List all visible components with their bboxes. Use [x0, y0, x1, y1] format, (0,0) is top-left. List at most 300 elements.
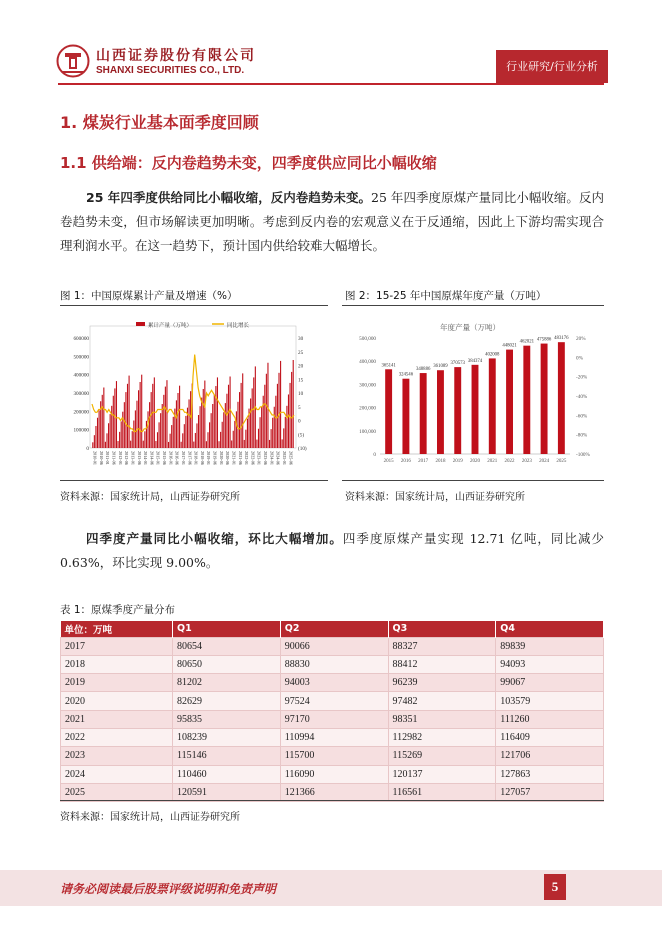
table-cell-year: 2020	[61, 692, 173, 710]
chart1-bar	[286, 406, 287, 448]
chart1-bar	[212, 404, 213, 448]
table-header-q1: Q1	[173, 621, 281, 637]
table-header-q4: Q4	[496, 621, 604, 637]
chart1-bar	[95, 426, 96, 448]
chart1-x-tick: 2016-01	[168, 451, 174, 465]
chart2-bar	[420, 373, 427, 454]
chart2-bar	[454, 367, 461, 454]
chart1-bar	[168, 442, 169, 448]
chart1-bar	[157, 432, 158, 448]
table-cell-value: 108239	[173, 728, 281, 746]
chart1-right-tick: 15	[298, 377, 304, 384]
table-cell-value: 112982	[388, 728, 496, 746]
table-row	[61, 710, 604, 728]
chart2-right-tick: -20%	[576, 374, 588, 381]
table-source: 资料来源：国家统计局，山西证券研究所	[60, 812, 240, 823]
table-cell-value: 97524	[280, 692, 388, 710]
chart1-bar	[203, 389, 204, 448]
chart1-bar	[103, 388, 104, 449]
table-cell-value: 120137	[388, 765, 496, 783]
chart1-bar	[217, 377, 218, 448]
chart1-bar	[193, 442, 194, 448]
chart1-bar	[143, 441, 144, 448]
chart1-x-tick: 2020-01	[218, 451, 224, 465]
table-cell-value: 120591	[173, 783, 281, 801]
chart1-bar	[239, 392, 240, 448]
chart2-right-tick: -40%	[576, 394, 588, 400]
chart1-x-tick: 2013-06	[136, 451, 142, 465]
chart1-left-tick: 500000	[73, 354, 89, 361]
chart1-bar	[133, 421, 134, 449]
chart1-x-tick: 2012-06	[124, 451, 130, 465]
chart1-bar	[226, 394, 227, 448]
chart2-data-label: 370573	[450, 361, 465, 367]
table-cell-year: 2018	[61, 655, 173, 673]
table-cell-value: 82629	[173, 692, 281, 710]
chart1-bar	[182, 433, 183, 448]
chart1-bar	[274, 407, 275, 448]
chart1-left-tick: 200000	[73, 409, 89, 416]
chart1-legend-line-label: 同比增长	[227, 323, 250, 329]
table-cell-value: 90066	[280, 637, 388, 655]
chart1-bar	[244, 440, 245, 448]
table-cell-value: 115269	[388, 747, 496, 765]
chart1-bar	[121, 421, 122, 448]
table-cell-year: 2017	[61, 637, 173, 655]
company-name-cn: 山西证券股份有限公司	[96, 48, 256, 64]
chart1-bar	[272, 418, 273, 448]
chart1-bar	[206, 441, 207, 448]
chart1-x-axis	[93, 451, 294, 465]
chart1-left-tick: 100000	[73, 427, 89, 434]
chart2-x-tick: 2022	[504, 459, 515, 464]
table-cell-value: 98351	[388, 710, 496, 728]
chart1-left-tick: 0	[86, 446, 89, 452]
figure1-source: 资料来源：国家统计局，山西证券研究所	[60, 492, 240, 503]
table-cell-year: 2021	[61, 710, 173, 728]
subsection-heading: 1.1 供给端：反内卷趋势未变，四季度供应同比小幅收缩	[60, 154, 437, 172]
chart1-bar	[237, 402, 238, 448]
chart2-left-tick: 400,000	[359, 359, 376, 366]
chart1-right-tick: (5)	[298, 432, 305, 439]
chart1-x-tick: 2017-01	[180, 451, 186, 465]
table-cell-value: 94003	[280, 674, 388, 692]
table-cell-year: 2019	[61, 674, 173, 692]
table-cell-year: 2025	[61, 783, 173, 801]
chart1-bar	[179, 386, 180, 448]
chart2-bar	[437, 370, 444, 454]
table-cell-value: 88412	[388, 655, 496, 673]
chart1-bar	[166, 380, 167, 448]
chart1-x-tick: 2022-01	[244, 451, 250, 465]
chart1-bar	[278, 373, 279, 448]
figure1-bottom-rule	[60, 480, 328, 481]
paragraph-supply-body: 25 年四季度原煤产量同比小幅收缩。反内卷趋势未变，但市场解读更加明晰。考虑到反内卷的宏观意义在于反通缩，因此上下游均需实现合理利润水平。在这一趋势下，预计国内供给较难大幅增长。	[60, 190, 604, 253]
table-bottom-rule	[60, 800, 604, 801]
chart1-legend-bar-swatch	[136, 322, 145, 326]
chart1-bar	[141, 375, 142, 448]
footer-disclaimer: 请务必阅读最后股票评级说明和免责声明	[60, 882, 277, 896]
chart1-x-tick: 2025-06	[288, 451, 294, 465]
chart1-bar	[211, 413, 212, 448]
chart1-x-tick: 2025-01	[281, 451, 287, 465]
paragraph-q4-body: 四季度原煤产量实现 12.71 亿吨，同比减少 0.63%，环比实现 9.00%。	[60, 531, 604, 570]
chart1-bar	[165, 387, 166, 448]
chart1-bar	[110, 414, 111, 448]
chart1-left-axis	[73, 336, 89, 452]
chart1-bar	[111, 406, 112, 448]
chart1-x-tick: 2015-06	[162, 451, 168, 465]
chart1-bar	[293, 360, 294, 448]
chart1-bar	[220, 432, 221, 448]
chart1-bar	[271, 429, 272, 448]
chart1-right-tick: 5	[298, 404, 301, 411]
chart2-right-tick: -100%	[576, 452, 590, 458]
chart1-x-tick: 2011-01	[105, 451, 111, 465]
cumulative-output-chart	[62, 318, 326, 476]
chart2-data-label: 462021	[519, 339, 535, 345]
chart1-bar	[275, 396, 276, 448]
chart1-bar	[207, 432, 208, 448]
chart2-left-tick: 300,000	[359, 382, 376, 389]
chart1-bar	[285, 417, 286, 448]
table-cell-value: 96239	[388, 674, 496, 692]
chart2-data-label: 483176	[554, 336, 569, 342]
table-cell-value: 88830	[280, 655, 388, 673]
chart1-bar	[146, 421, 147, 448]
table-cell-value: 94093	[496, 655, 604, 673]
table-cell-value: 127863	[496, 765, 604, 783]
chart2-data-label: 384374	[467, 358, 483, 364]
chart1-x-tick: 2022-06	[250, 451, 256, 465]
chart1-bar	[135, 410, 136, 448]
paragraph-supply-lead: 25 年四季度供给同比小幅收缩，反内卷趋势未变。	[86, 190, 372, 205]
paragraph-q4-lead: 四季度产量同比小幅收缩，环比大幅增加。	[86, 531, 343, 546]
chart1-x-tick: 2021-06	[237, 451, 243, 465]
chart1-bar	[185, 416, 186, 448]
chart1-right-tick: 25	[298, 349, 304, 356]
figure1-title: 图 1：中国原煤累计产量及增速（%）	[60, 290, 238, 302]
chart1-bar	[170, 434, 171, 448]
chart1-bar	[129, 376, 130, 448]
chart2-right-axis	[576, 336, 591, 458]
table-cell-value: 88327	[388, 637, 496, 655]
table-row	[61, 637, 604, 655]
chart2-bar	[541, 344, 548, 454]
chart1-right-axis	[298, 336, 307, 452]
page-number: 5	[544, 874, 566, 900]
chart1-bar	[266, 374, 267, 448]
chart2-bar	[523, 346, 530, 454]
chart1-bar	[200, 406, 201, 448]
table-cell-value: 115700	[280, 747, 388, 765]
chart1-bar	[106, 433, 107, 448]
chart2-left-axis	[359, 336, 376, 458]
chart1-bar	[282, 439, 283, 448]
chart2-data-label: 348886	[415, 367, 431, 373]
chart2-left-tick: 0	[373, 452, 376, 458]
chart1-right-tick: 0	[298, 418, 301, 425]
chart1-bar	[151, 392, 152, 448]
chart1-bar	[132, 431, 133, 448]
chart2-x-tick: 2023	[521, 459, 532, 464]
chart1-bar	[189, 399, 190, 448]
chart1-bar	[105, 442, 106, 448]
chart1-bar	[261, 407, 262, 448]
chart2-bar	[402, 379, 409, 454]
table-row	[61, 692, 604, 710]
chart2-bar	[558, 342, 565, 454]
chart2-left-tick: 100,000	[359, 428, 376, 435]
report-category-tag: 行业研究/行业分析	[496, 50, 608, 83]
chart1-bar	[215, 386, 216, 448]
chart1-x-tick: 2018-01	[193, 451, 199, 465]
chart1-x-tick: 2010-01	[92, 451, 98, 465]
chart1-left-tick: 400000	[73, 372, 89, 379]
chart1-bar	[116, 381, 117, 448]
table-cell-value: 115146	[173, 747, 281, 765]
chart1-bar	[242, 373, 243, 448]
chart2-right-tick: 0%	[576, 355, 583, 362]
chart1-bar	[231, 440, 232, 448]
chart1-bar	[119, 432, 120, 448]
chart1-x-tick: 2024-01	[269, 451, 275, 465]
paragraph-supply	[60, 186, 604, 258]
chart1-x-tick: 2021-01	[231, 451, 237, 465]
figure2-source: 资料来源：国家统计局，山西证券研究所	[345, 492, 525, 503]
chart1-left-tick: 300000	[73, 391, 89, 397]
chart2-x-tick: 2020	[470, 459, 480, 464]
table-header-row	[61, 621, 604, 637]
chart1-bar	[171, 425, 172, 448]
chart1-bar	[113, 396, 114, 448]
chart2-x-tick: 2016	[400, 459, 411, 464]
chart1-bar	[225, 403, 226, 448]
table-row	[61, 783, 604, 801]
table-header-q2: Q2	[280, 621, 388, 637]
chart1-bar	[288, 394, 289, 448]
table-cell-year: 2022	[61, 728, 173, 746]
table-cell-value: 121706	[496, 747, 604, 765]
table-cell-value: 95835	[173, 710, 281, 728]
chart1-bar	[124, 402, 125, 448]
chart1-x-tick: 2023-06	[263, 451, 269, 465]
table-cell-value: 116090	[280, 765, 388, 783]
table-row	[61, 765, 604, 783]
table-row	[61, 674, 604, 692]
chart1-x-tick: 2012-01	[117, 451, 123, 465]
table-cell-year: 2023	[61, 747, 173, 765]
chart1-right-tick: 10	[298, 391, 304, 397]
chart1-bar	[163, 395, 164, 448]
chart1-bar	[147, 411, 148, 448]
chart1-bar	[233, 431, 234, 448]
chart2-data-label: 402008	[485, 352, 500, 358]
chart2-data-label: 361089	[433, 364, 448, 370]
chart1-bar	[184, 424, 185, 448]
chart1-bar	[160, 413, 161, 448]
chart1-bar	[136, 401, 137, 448]
table-cell-value: 110994	[280, 728, 388, 746]
table-cell-value: 116561	[388, 783, 496, 801]
chart1-bar	[97, 418, 98, 448]
chart1-bar	[260, 417, 261, 448]
table-cell-value: 97482	[388, 692, 496, 710]
company-logo-icon	[56, 44, 90, 78]
chart1-bar	[280, 361, 281, 448]
chart1-x-tick: 2010-06	[98, 451, 104, 465]
chart1-x-tick: 2013-01	[130, 451, 136, 465]
chart1-bar	[195, 433, 196, 448]
chart2-right-tick: -60%	[576, 413, 588, 420]
chart2-bar	[489, 358, 496, 454]
chart1-bar	[214, 395, 215, 448]
table-header-unit: 单位：万吨	[61, 621, 173, 637]
chart1-bar	[218, 441, 219, 448]
chart1-right-tick: 30	[298, 336, 304, 342]
chart2-left-tick: 500,000	[359, 336, 376, 342]
table-cell-year: 2024	[61, 765, 173, 783]
table-body	[61, 637, 604, 802]
table-row	[61, 655, 604, 673]
chart1-bar	[201, 398, 202, 448]
annual-output-chart	[344, 314, 602, 476]
chart1-bar	[230, 377, 231, 449]
chart1-bar	[176, 400, 177, 448]
chart2-right-tick: -80%	[576, 432, 588, 439]
chart1-bar	[162, 404, 163, 448]
figure2-bottom-rule	[342, 480, 604, 481]
chart1-bar	[152, 384, 153, 448]
chart2-data-label: 475886	[536, 337, 552, 343]
chart1-bar	[245, 430, 246, 448]
chart1-right-tick: (10)	[298, 446, 307, 452]
chart1-bar	[127, 384, 128, 448]
chart1-bar	[223, 412, 224, 448]
chart1-bar	[149, 402, 150, 448]
chart2-data-label: 448021	[502, 343, 517, 349]
chart1-bar	[228, 385, 229, 448]
table-cell-value: 127057	[496, 783, 604, 801]
chart1-bar	[108, 423, 109, 448]
chart2-x-tick: 2019	[452, 459, 463, 464]
chart1-bar	[252, 388, 253, 448]
figure1-top-rule	[60, 305, 328, 306]
chart2-title: 年度产量（万吨）	[440, 323, 500, 332]
chart1-bar	[125, 392, 126, 448]
chart2-x-tick: 2015	[383, 459, 394, 464]
table-cell-value: 103579	[496, 692, 604, 710]
chart1-bar	[99, 410, 100, 448]
figure2-top-rule	[342, 305, 604, 306]
section-heading: 1. 煤炭行业基本面季度回顾	[60, 113, 259, 132]
chart1-bar	[209, 422, 210, 448]
chart1-right-tick: 20	[298, 363, 304, 370]
chart1-bar	[256, 440, 257, 448]
chart1-x-tick: 2011-06	[111, 451, 117, 465]
chart2-bar	[506, 350, 513, 454]
chart1-x-tick: 2024-06	[275, 451, 281, 465]
chart1-bar	[222, 422, 223, 448]
table-title: 表 1：原煤季度产量分布	[60, 604, 176, 616]
chart1-x-tick: 2023-01	[256, 451, 262, 465]
chart1-bar	[234, 421, 235, 448]
quarterly-output-table	[60, 621, 604, 802]
table-cell-value: 110460	[173, 765, 281, 783]
chart2-x-tick: 2018	[435, 459, 446, 464]
table-cell-value: 80650	[173, 655, 281, 673]
chart1-bar	[173, 417, 174, 448]
chart1-bar	[177, 393, 178, 448]
chart1-bar	[144, 431, 145, 448]
chart2-x-tick: 2025	[556, 459, 567, 464]
table-cell-value: 99067	[496, 674, 604, 692]
chart2-data-label: 324546	[398, 372, 414, 378]
chart1-x-tick: 2015-01	[155, 451, 161, 465]
chart1-bar	[92, 442, 93, 448]
chart1-bar	[291, 372, 292, 448]
chart1-bar	[159, 422, 160, 448]
table-row	[61, 747, 604, 765]
chart1-x-tick: 2020-06	[225, 451, 231, 465]
chart1-x-tick: 2014-06	[149, 451, 155, 465]
chart1-bar	[264, 385, 265, 448]
chart2-bar	[385, 369, 392, 454]
chart1-bar	[130, 441, 131, 448]
table-cell-value: 80654	[173, 637, 281, 655]
table-row	[61, 728, 604, 746]
chart1-bar	[241, 383, 242, 448]
chart1-bar	[102, 395, 103, 448]
table-cell-value: 116409	[496, 728, 604, 746]
chart2-right-tick: 20%	[576, 336, 586, 342]
chart1-bar	[117, 441, 118, 448]
header-divider	[58, 83, 604, 85]
chart1-bar	[155, 441, 156, 448]
chart1-x-tick: 2016-06	[174, 451, 180, 465]
chart1-left-tick: 600000	[73, 336, 89, 342]
chart1-legend-bar-label: 累计产量（万吨）	[148, 323, 193, 329]
chart2-left-tick: 200,000	[359, 405, 376, 412]
chart1-bar	[181, 442, 182, 448]
chart1-bar	[258, 429, 259, 448]
chart1-bar	[190, 391, 191, 448]
chart1-bar	[140, 382, 141, 448]
table-cell-value: 89839	[496, 637, 604, 655]
chart2-x-tick: 2021	[487, 459, 498, 464]
chart1-bar	[247, 419, 248, 448]
company-name-en: SHANXI SECURITIES CO., LTD.	[96, 65, 245, 76]
table-header-q3: Q3	[388, 621, 496, 637]
chart2-bar	[472, 365, 479, 454]
chart2-x-tick: 2017	[418, 459, 429, 464]
chart1-x-tick: 2019-06	[212, 451, 218, 465]
chart1-x-tick: 2017-06	[187, 451, 193, 465]
chart1-x-tick: 2019-01	[206, 451, 212, 465]
table-cell-value: 121366	[280, 783, 388, 801]
chart1-bar	[196, 423, 197, 448]
chart2-data-label: 365141	[381, 363, 396, 369]
chart1-bar	[250, 399, 251, 449]
chart1-bar	[283, 428, 284, 448]
chart1-bar	[253, 377, 254, 448]
chart1-bar	[267, 363, 268, 448]
table-cell-value: 111260	[496, 710, 604, 728]
chart1-bar	[138, 390, 139, 448]
table-cell-value: 97170	[280, 710, 388, 728]
chart1-x-tick: 2018-06	[199, 451, 205, 465]
chart1-bar	[204, 381, 205, 448]
